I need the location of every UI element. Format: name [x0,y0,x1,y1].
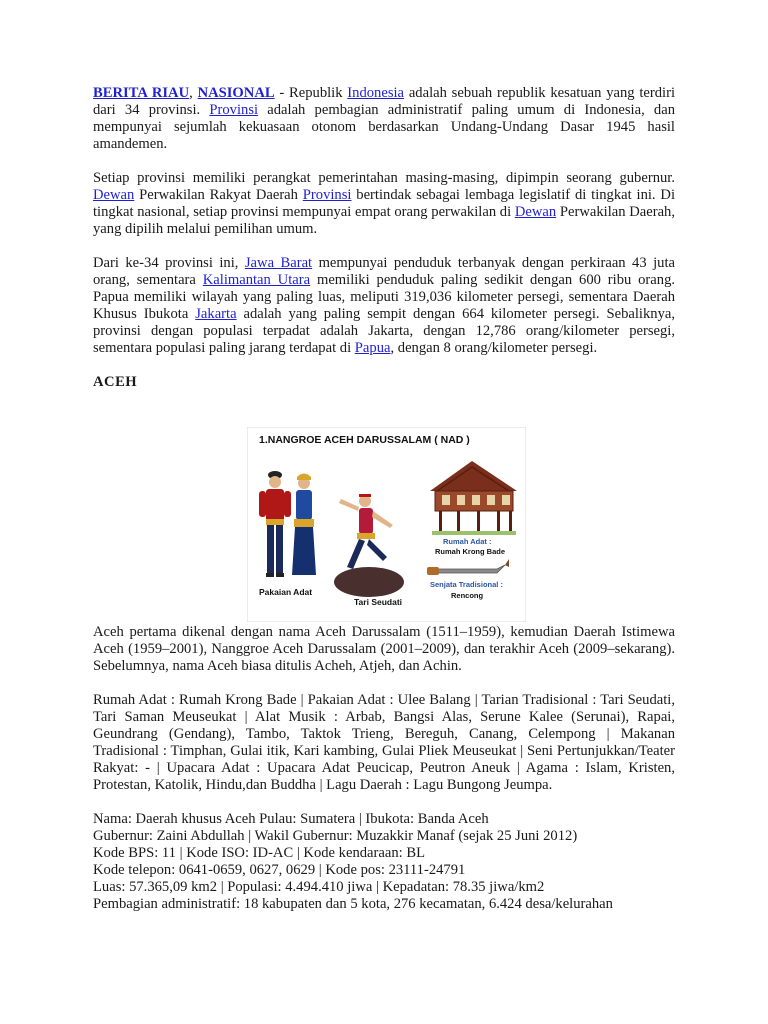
aceh-facts-list [93,811,675,913]
aceh-culture-paragraph: Rumah Adat : Rumah Krong Bade | Pakaian Adat : Ulee Balang | Tarian Tradisional : Tari Seudati, Tari Saman Meuseukat | Alat Musik : Arbab, Bangsi Alas, Serune Kalee (Serunai), Rapai, Geundrang (Gendang), Tambo, Taktok Trieng, Bereguh, Canang, Celempong | Makanan Tradisional : Timphan, Gulai itik, Kari kambing, Gulai Pliek Meuseukat | Seni Pertunjukkan/Teater Rakyat: - | Upacara Adat : Upacara Adat Peucicap, Peutron Aneuk | Agama : Islam, Kristen, Protestan, Katolik, Hindu,dan Buddha | Lagu Daerah : Lagu Bungong Jeumpa. [93,692,675,793]
dewan-link[interactable]: Dewan [93,187,135,203]
provinsi-link-2[interactable]: Provinsi [302,187,352,203]
intro-paragraph [93,85,675,153]
intro-text-2: adalah sebuah republik kesatuan yang terdiri dari 34 provinsi. [93,85,675,118]
nasional-link[interactable]: NASIONAL [197,85,275,101]
gov-text-1: Setiap provinsi memiliki perangkat pemerintahan masing-masing, dipimpin seorang gubernur. [93,170,675,186]
article-body [93,85,675,391]
pop-text-5: , dengan 8 orang/kilometer persegi. [390,340,598,356]
intro-text-1: - Republik [274,85,348,101]
pop-text-2: mempunyai penduduk terbanyak dengan perkiraan 43 juta orang, sementara [93,255,675,288]
label-rumah-adat-title: Rumah Adat : [443,537,492,546]
aceh-section [93,624,675,913]
aceh-culture-image [247,427,526,622]
government-paragraph [93,170,675,238]
papua-link[interactable]: Papua [354,340,391,356]
fact-line: Gubernur: Zaini Abdullah | Wakil Gubernur: Muzakkir Manaf (sejak 25 Juni 2012) [93,828,578,844]
aceh-history-paragraph: Aceh pertama dikenal dengan nama Aceh Darussalam (1511–1959), kemudian Daerah Istimewa Aceh (1959–2001), Nanggroe Aceh Darussalam (2001–2009), dan terakhir Aceh (2009–sekarang). Sebelumnya, nama Aceh biasa ditulis Acheh, Atjeh, dan Achin. [93,624,675,674]
pop-text-1: Dari ke-34 provinsi ini, [93,255,245,271]
fact-line: Kode telepon: 0641-0659, 0627, 0629 | Kode pos: 23111-24791 [93,862,466,878]
gov-text-4: Perwakilan Daerah, yang dipilih melalui pemilihan umum. [93,204,675,237]
pop-text-4: adalah yang paling sempit dengan 664 kilometer persegi. Sebaliknya, provinsi dengan populasi terpadat adalah Jakarta, dengan 12,786 orang/kilometer persegi, sementara populasi paling jarang terdapat di [93,306,675,356]
indonesia-link[interactable]: Indonesia [347,85,405,101]
label-pakaian-adat: Pakaian Adat [259,587,313,597]
gov-text-3: bertindak sebagai lembaga legislatif di tingkat ini. Di tingkat nasional, setiap provinsi mempunyai empat orang perwakilan di [93,187,675,220]
provinsi-link[interactable]: Provinsi [209,102,259,118]
label-tari-seudati: Tari Seudati [354,597,403,607]
pop-text-3: memiliki penduduk paling sedikit dengan 600 ribu orang. Papua memiliki wilayah yang paling luas, meliputi 319,036 kilometer persegi, sementara Daerah Khusus Ibukota [93,272,676,322]
fact-line: Pembagian administratif: 18 kabupaten dan 5 kota, 276 kecamatan, 6.424 desa/kelurahan [93,896,613,912]
population-paragraph [93,255,675,357]
intro-text-3: adalah pembagian administratif paling umum di Indonesia, dan mempunyai sejumlah kekuasaan otonom berdasarkan Undang-Undang Dasar 1945 hasil amandemen. [93,102,675,152]
kalimantan-utara-link[interactable]: Kalimantan Utara [202,272,311,288]
jawa-barat-link[interactable]: Jawa Barat [244,255,313,271]
fact-line: Luas: 57.365,09 km2 | Populasi: 4.494.410 jiwa | Kepadatan: 78.35 jiwa/km2 [93,879,545,895]
berita-riau-link[interactable]: BERITA RIAU [93,85,190,101]
fact-line: Kode BPS: 11 | Kode ISO: ID-AC | Kode kendaraan: BL [93,845,425,861]
label-rumah-krong-bade: Rumah Krong Bade [435,547,506,556]
label-senjata-title: Senjata Tradisional : [430,580,503,589]
section-heading-aceh: ACEH [93,374,138,390]
dewan-link-2[interactable]: Dewan [514,204,557,220]
gov-text-2: Perwakilan Rakyat Daerah [134,187,303,203]
figure-title: 1.NANGROE ACEH DARUSSALAM ( NAD ) [259,434,470,446]
label-rencong: Rencong [451,591,484,600]
jakarta-link[interactable]: Jakarta [195,306,237,322]
separator-text: , [189,85,198,101]
fact-line: Nama: Daerah khusus Aceh Pulau: Sumatera | Ibukota: Banda Aceh [93,811,489,827]
